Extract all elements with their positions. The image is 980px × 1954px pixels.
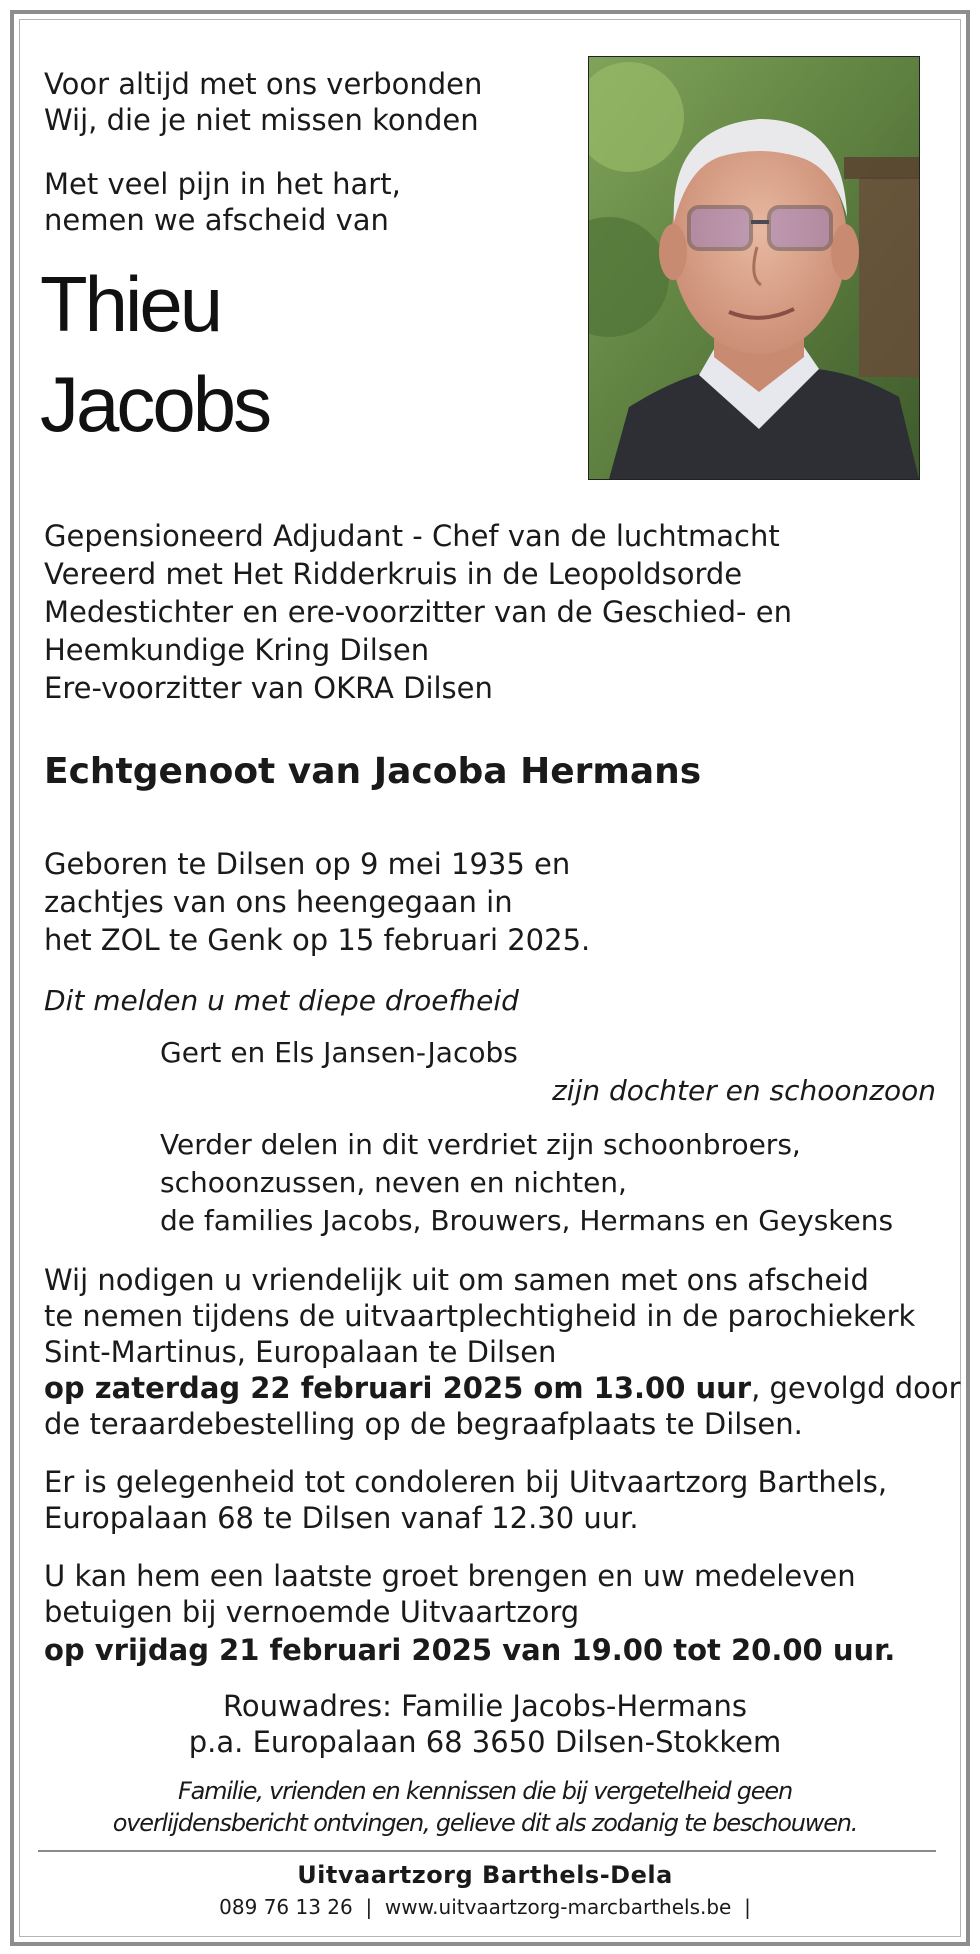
ceremony-line-3: Sint-Martinus, Europalaan te Dilsen xyxy=(44,1335,557,1369)
ceremony-date: op zaterdag 22 februari 2025 om 13.00 uur xyxy=(44,1371,752,1405)
farewell-line-2: betuigen bij vernoemde Uitvaartzorg xyxy=(44,1595,580,1629)
condolence-line-2: Europalaan 68 te Dilsen vanaf 12.30 uur. xyxy=(44,1501,639,1535)
deceased-last-name: Jacobs xyxy=(40,360,270,448)
birth-line-3: het ZOL te Genk op 15 februari 2025. xyxy=(44,923,591,957)
footer-divider xyxy=(38,1850,936,1852)
intro-line-2: nemen we afscheid van xyxy=(44,203,389,237)
title-line-1: Gepensioneerd Adjudant - Chef van de luchtmacht xyxy=(44,519,780,553)
footer-company: Uitvaartzorg Barthels-Dela xyxy=(297,1861,673,1889)
birth-line-2: zachtjes van ons heengegaan in xyxy=(44,885,513,919)
title-line-3: Medestichter en ere-voorzitter van de Geschied- en xyxy=(44,595,792,629)
address-line-2: p.a. Europalaan 68 3650 Dilsen-Stokkem xyxy=(188,1725,782,1759)
family-names: Gert en Els Jansen-Jacobs xyxy=(160,1036,518,1069)
address-line-1: Rouwadres: Familie Jacobs-Hermans xyxy=(223,1689,747,1723)
ceremony-date-rest: , gevolgd door xyxy=(751,1371,961,1405)
ceremony-line-2: te nemen tijdens de uitvaartplechtigheid in de parochiekerk xyxy=(44,1299,916,1333)
farewell-date: op vrijdag 21 februari 2025 van 19.00 tot 20.00 uur. xyxy=(44,1633,896,1667)
family-others-2: schoonzussen, neven en nichten, xyxy=(160,1166,627,1199)
condolence-line-1: Er is gelegenheid tot condoleren bij Uitvaartzorg Barthels, xyxy=(44,1465,888,1499)
announce-line: Dit melden u met diepe droefheid xyxy=(44,984,519,1017)
title-line-2: Vereerd met Het Ridderkruis in de Leopoldsorde xyxy=(44,557,743,591)
family-relation: zijn dochter en schoonzoon xyxy=(552,1074,936,1107)
disclaimer-line-2: overlijdensbericht ontvingen, gelieve dit als zodanig te beschouwen. xyxy=(112,1809,858,1837)
deceased-first-name: Thieu xyxy=(40,260,221,348)
title-line-4: Heemkundige Kring Dilsen xyxy=(44,633,430,667)
spouse-heading: Echtgenoot van Jacoba Hermans xyxy=(44,751,702,792)
portrait-photo xyxy=(588,56,920,480)
family-others-3: de families Jacobs, Brouwers, Hermans en Geyskens xyxy=(160,1204,894,1237)
ceremony-line-1: Wij nodigen u vriendelijk uit om samen met ons afscheid xyxy=(44,1263,869,1297)
poem-line-2: Wij, die je niet missen konden xyxy=(44,103,479,137)
ceremony-line-last: de teraardebestelling op de begraafplaats te Dilsen. xyxy=(44,1407,803,1441)
intro-line-1: Met veel pijn in het hart, xyxy=(44,167,401,201)
farewell-line-1: U kan hem een laatste groet brengen en uw medeleven xyxy=(44,1559,856,1593)
disclaimer-line-1: Familie, vrienden en kennissen die bij vergetelheid geen xyxy=(178,1777,792,1805)
title-line-5: Ere-voorzitter van OKRA Dilsen xyxy=(44,671,493,705)
birth-line-1: Geboren te Dilsen op 9 mei 1935 en xyxy=(44,847,571,881)
poem-line-1: Voor altijd met ons verbonden xyxy=(44,67,483,101)
family-others-1: Verder delen in dit verdriet zijn schoonbroers, xyxy=(160,1128,801,1161)
footer-contact: 089 76 13 26 | www.uitvaartzorg-marcbarthels.be | xyxy=(219,1895,751,1919)
ceremony-date-line xyxy=(44,1370,961,1406)
